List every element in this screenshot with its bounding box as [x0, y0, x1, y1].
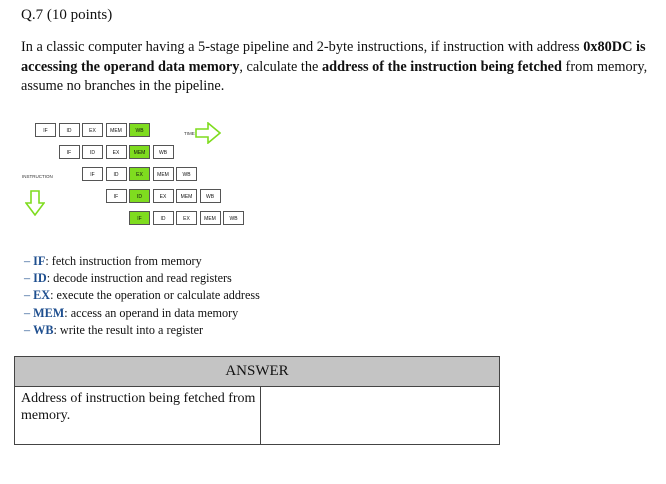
legend-item	[24, 305, 260, 322]
legend-description: : decode instruction and read registers	[46, 271, 232, 286]
legend-dash: –	[24, 271, 34, 286]
question-body-part: In a classic computer having a 5-stage pipeline and 2-byte instructions, if instruction with address	[21, 39, 584, 55]
pipeline-stage-mem: MEM	[200, 211, 221, 225]
pipeline-stage-wb: WB	[153, 145, 174, 159]
answer-input-cell[interactable]	[261, 387, 500, 445]
legend-description: : fetch instruction from memory	[45, 254, 202, 268]
pipeline-stage-mem: MEM	[106, 123, 127, 137]
pipeline-stage-if: IF	[129, 211, 150, 225]
legend-item	[24, 322, 260, 339]
pipeline-stage-id: ID	[82, 145, 103, 159]
pipeline-stage-if: IF	[35, 123, 56, 137]
legend-term: EX	[33, 288, 51, 303]
legend-dash: –	[24, 322, 34, 337]
pipeline-stage-ex: EX	[129, 167, 150, 181]
legend-item	[24, 270, 260, 287]
question-body-part: from memory, assume no branches in the pipeline.	[21, 58, 648, 95]
pipeline-stage-id: ID	[153, 211, 174, 225]
legend-item	[24, 253, 260, 270]
pipeline-stage-mem: MEM	[153, 167, 174, 181]
legend-dash: –	[24, 254, 34, 268]
time-label: TIME	[184, 131, 195, 136]
pipeline-stage-wb: WB	[176, 167, 197, 181]
pipeline-diagram	[0, 0, 666, 240]
pipeline-stage-wb: WB	[223, 211, 244, 225]
answer-table	[14, 356, 500, 445]
answer-header: ANSWER	[15, 357, 500, 387]
legend-description: : access an operand in data memory	[64, 305, 239, 320]
answer-label: Address of instruction being fetched from memory.	[15, 387, 261, 445]
question-body-part: 0x80DC is accessing the operand data memory	[21, 39, 646, 75]
pipeline-stage-ex: EX	[153, 189, 174, 203]
pipeline-stage-ex: EX	[82, 123, 103, 137]
legend-description: : execute the operation or calculate address	[50, 288, 260, 303]
stage-legend	[24, 253, 260, 339]
pipeline-stage-wb: WB	[200, 189, 221, 203]
pipeline-stage-if: IF	[82, 167, 103, 181]
pipeline-stage-id: ID	[106, 167, 127, 181]
legend-dash: –	[24, 305, 34, 320]
pipeline-stage-wb: WB	[129, 123, 150, 137]
legend-term: ID	[33, 271, 47, 286]
pipeline-stage-id: ID	[59, 123, 80, 137]
pipeline-stage-ex: EX	[176, 211, 197, 225]
question-body-part: , calculate the	[239, 58, 322, 75]
legend-term: WB	[33, 322, 54, 337]
question-title: Q.7 (10 points)	[21, 7, 113, 23]
pipeline-stage-ex: EX	[106, 145, 127, 159]
pipeline-stage-id: ID	[129, 189, 150, 203]
legend-description: : write the result into a register	[53, 322, 204, 337]
instruction-arrow-icon	[25, 190, 45, 216]
instruction-label: INSTRUCTION	[22, 174, 53, 179]
pipeline-stage-mem: MEM	[129, 145, 150, 159]
question-body-part: address of the instruction being fetched	[321, 58, 562, 75]
pipeline-stage-if: IF	[106, 189, 127, 203]
pipeline-stage-if: IF	[59, 145, 80, 159]
legend-item	[24, 287, 260, 304]
legend-term: IF	[33, 254, 46, 268]
legend-term: MEM	[33, 305, 65, 320]
time-arrow-icon	[195, 122, 221, 144]
legend-dash: –	[24, 288, 34, 303]
pipeline-stage-mem: MEM	[176, 189, 197, 203]
